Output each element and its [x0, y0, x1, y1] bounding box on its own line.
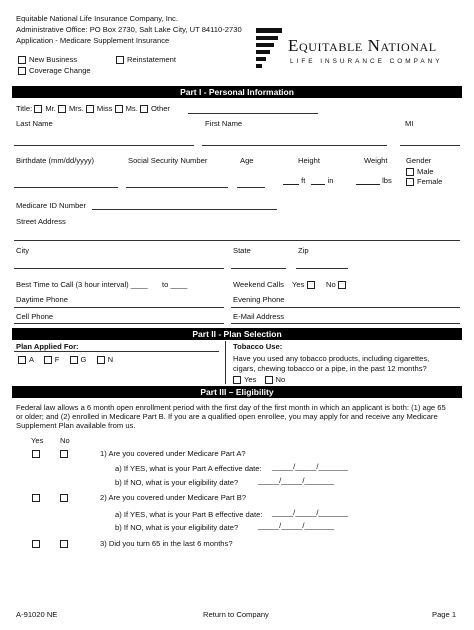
weekend-yes[interactable] [292, 280, 318, 289]
first-name-line[interactable] [202, 145, 387, 146]
q1-text: 1) Are you covered under Medicare Part A? [100, 449, 246, 458]
part2-header: Part II - Plan Selection [12, 328, 462, 340]
evening-phone-line[interactable] [231, 307, 460, 308]
daytime-phone-label: Daytime Phone [16, 295, 68, 304]
mi-line[interactable] [400, 145, 460, 146]
tobacco-yes-label: Yes [244, 375, 257, 384]
q1a-text: a) If YES, what is your Part A effective date: [115, 464, 262, 473]
checkbox[interactable] [18, 56, 26, 64]
application-title: Application - Medicare Supplement Insurance [16, 36, 170, 45]
title-row [16, 104, 170, 113]
street-label: Street Address [16, 217, 66, 226]
option-other: Other [150, 104, 170, 113]
q3-no-checkbox[interactable] [60, 539, 71, 548]
q1b-text: b) If NO, what is your eligibility date? [115, 478, 239, 487]
option-coverage-change[interactable] [18, 66, 91, 75]
intro-line2: or older; and (2) enrolled in Medicare Part B. If you are a qualified open enrollee, you may apply for and receive any Medicare [16, 412, 438, 421]
plan-n[interactable] [97, 355, 113, 364]
return-to-company: Return to Company [203, 610, 269, 619]
q2a-date-line[interactable]: _____/_____/_______ [272, 508, 349, 517]
option-new-business[interactable] [18, 55, 77, 64]
medicare-id-line[interactable] [92, 209, 277, 210]
plan-applied-label: Plan Applied For: [16, 342, 79, 351]
best-time-label: Best Time to Call (3 hour interval) ____ [16, 280, 148, 289]
q2-yes-checkbox[interactable] [32, 493, 43, 502]
cell-phone-label: Cell Phone [16, 312, 54, 321]
checkbox[interactable] [233, 376, 241, 384]
q1-no-checkbox[interactable] [60, 449, 71, 458]
email-label: E-Mail Address [233, 312, 285, 321]
checkbox[interactable] [60, 540, 68, 548]
weight-unit: lbs [382, 176, 392, 185]
option-mrs: Mrs. [68, 104, 84, 113]
tobacco-use-label: Tobacco Use: [233, 342, 283, 351]
gender-male-label: Male [417, 167, 434, 176]
plan-n-label: N [107, 355, 114, 364]
office-address: Administrative Office: PO Box 2730, Salt Lake City, UT 84110-2730 [16, 25, 242, 34]
checkbox[interactable] [60, 494, 68, 502]
medicare-id-label: Medicare ID Number [16, 201, 87, 210]
logo-sub-text: LIFE INSURANCE COMPANY [290, 58, 443, 65]
weekend-calls-label: Weekend Calls [233, 280, 284, 289]
last-name-label: Last Name [16, 119, 53, 128]
best-time-to: to ____ [162, 280, 188, 289]
checkbox[interactable] [97, 356, 105, 364]
q2b-date-line[interactable]: _____/_____/_______ [258, 521, 335, 530]
height-ft-line[interactable] [283, 177, 299, 185]
tobacco-yes[interactable] [233, 375, 256, 384]
gender-female-label: Female [417, 177, 443, 186]
zip-line[interactable] [296, 268, 348, 269]
weight-field [356, 176, 392, 185]
checkbox[interactable] [406, 178, 414, 186]
col-no-header: No [60, 436, 70, 445]
checkbox-mr[interactable] [34, 105, 42, 113]
age-line[interactable] [237, 187, 265, 188]
weight-line[interactable] [356, 177, 380, 185]
weekend-no-label: No [326, 280, 336, 289]
birthdate-label: Birthdate (mm/dd/yyyy) [16, 156, 95, 165]
checkbox[interactable] [18, 67, 26, 75]
checkbox-miss[interactable] [86, 105, 94, 113]
checkbox[interactable] [307, 281, 315, 289]
q2-text: 2) Are you covered under Medicare Part B? [100, 493, 247, 502]
q1b-date-line[interactable]: _____/_____/_______ [258, 476, 335, 485]
part2-divider [225, 341, 226, 384]
height-label: Height [298, 156, 320, 165]
checkbox[interactable] [18, 356, 26, 364]
checkbox[interactable] [32, 450, 40, 458]
cell-phone-line[interactable] [14, 323, 224, 324]
plan-f-label: F [54, 355, 60, 364]
state-line[interactable] [231, 268, 286, 269]
option-reinstatement[interactable] [116, 55, 176, 64]
checkbox[interactable] [406, 168, 414, 176]
col-yes-header: Yes [31, 436, 44, 445]
checkbox[interactable] [44, 356, 52, 364]
birthdate-line[interactable] [14, 187, 118, 188]
first-name-label: First Name [205, 119, 243, 128]
checkbox[interactable] [70, 356, 78, 364]
checkbox[interactable] [265, 376, 273, 384]
option-label: Reinstatement [127, 55, 176, 64]
option-label: Coverage Change [29, 66, 91, 75]
plan-g[interactable] [70, 355, 87, 364]
weekend-no[interactable] [326, 280, 349, 289]
gender-male[interactable] [406, 167, 433, 176]
q2b-text: b) If NO, what is your eligibility date? [115, 523, 239, 532]
tobacco-no-label: No [275, 375, 286, 384]
q2a-text: a) If YES, what is your Part B effective date: [115, 510, 263, 519]
tobacco-question-line2: cigars, chewing tobacco or a pipe, in the past 12 months? [233, 364, 427, 373]
plan-options [18, 355, 113, 364]
checkbox[interactable] [338, 281, 346, 289]
checkbox-mrs[interactable] [58, 105, 66, 113]
ssn-label: Social Security Number [128, 156, 208, 165]
height-in-unit: in [327, 176, 334, 185]
height-in-line[interactable] [311, 177, 325, 185]
plan-a[interactable] [18, 355, 34, 364]
height-fields [283, 176, 334, 185]
street-line[interactable] [14, 240, 460, 241]
part1-header: Part I - Personal Information [12, 86, 462, 98]
zip-label: Zip [298, 246, 309, 255]
title-other-line [188, 113, 318, 114]
option-mr: Mr. [45, 104, 56, 113]
q3-text: 3) Did you turn 65 in the last 6 months? [100, 539, 233, 548]
state-label: State [233, 246, 251, 255]
ssn-line[interactable] [126, 187, 228, 188]
checkbox[interactable] [60, 450, 68, 458]
tobacco-question-line1: Have you used any tobacco products, including cigarettes, [233, 354, 430, 363]
q3-yes-checkbox[interactable] [32, 539, 43, 548]
mi-label: MI [405, 119, 414, 128]
checkbox[interactable] [32, 540, 40, 548]
weekend-yes-label: Yes [292, 280, 305, 289]
checkbox-ms[interactable] [115, 105, 123, 113]
intro-line1: Federal law allows a 6 month open enrollment period with the first day of the first month in which an applicant is both: (1) age 65 [16, 403, 446, 412]
page-number: Page 1 [432, 610, 457, 619]
checkbox[interactable] [116, 56, 124, 64]
gender-label: Gender [406, 156, 432, 165]
option-label: New Business [29, 55, 78, 64]
age-label: Age [240, 156, 254, 165]
company-name: Equitable National Life Insurance Company, Inc. [16, 14, 178, 23]
weight-label: Weight [364, 156, 388, 165]
email-line[interactable] [231, 323, 460, 324]
daytime-phone-line[interactable] [14, 307, 224, 308]
height-ft-unit: ft [301, 176, 306, 185]
plan-applied-underline [14, 351, 219, 352]
q1a-date-line[interactable]: _____/_____/_______ [272, 462, 349, 471]
q1-yes-checkbox[interactable] [32, 449, 43, 458]
city-label: City [16, 246, 30, 255]
plan-g-label: G [80, 355, 87, 364]
tobacco-answers [233, 375, 285, 384]
part3-header: Part III – Eligibility [12, 386, 462, 398]
option-ms: Ms. [125, 104, 138, 113]
plan-a-label: A [29, 355, 34, 364]
city-line[interactable] [14, 268, 224, 269]
tobacco-no[interactable] [265, 375, 286, 384]
gender-female[interactable] [406, 177, 442, 186]
form-number: A-91020 NE [16, 610, 58, 619]
logo-mark [256, 28, 282, 68]
checkbox[interactable] [32, 494, 40, 502]
title-label: Title: [16, 104, 33, 113]
checkbox-other[interactable] [140, 105, 148, 113]
plan-f[interactable] [44, 355, 60, 364]
evening-phone-label: Evening Phone [233, 295, 285, 304]
last-name-line[interactable] [14, 145, 194, 146]
q2-no-checkbox[interactable] [60, 493, 71, 502]
intro-line3: Supplement Plan available from us. [16, 421, 136, 430]
option-miss: Miss [96, 104, 113, 113]
logo-main-text: Equitable National [288, 36, 437, 55]
